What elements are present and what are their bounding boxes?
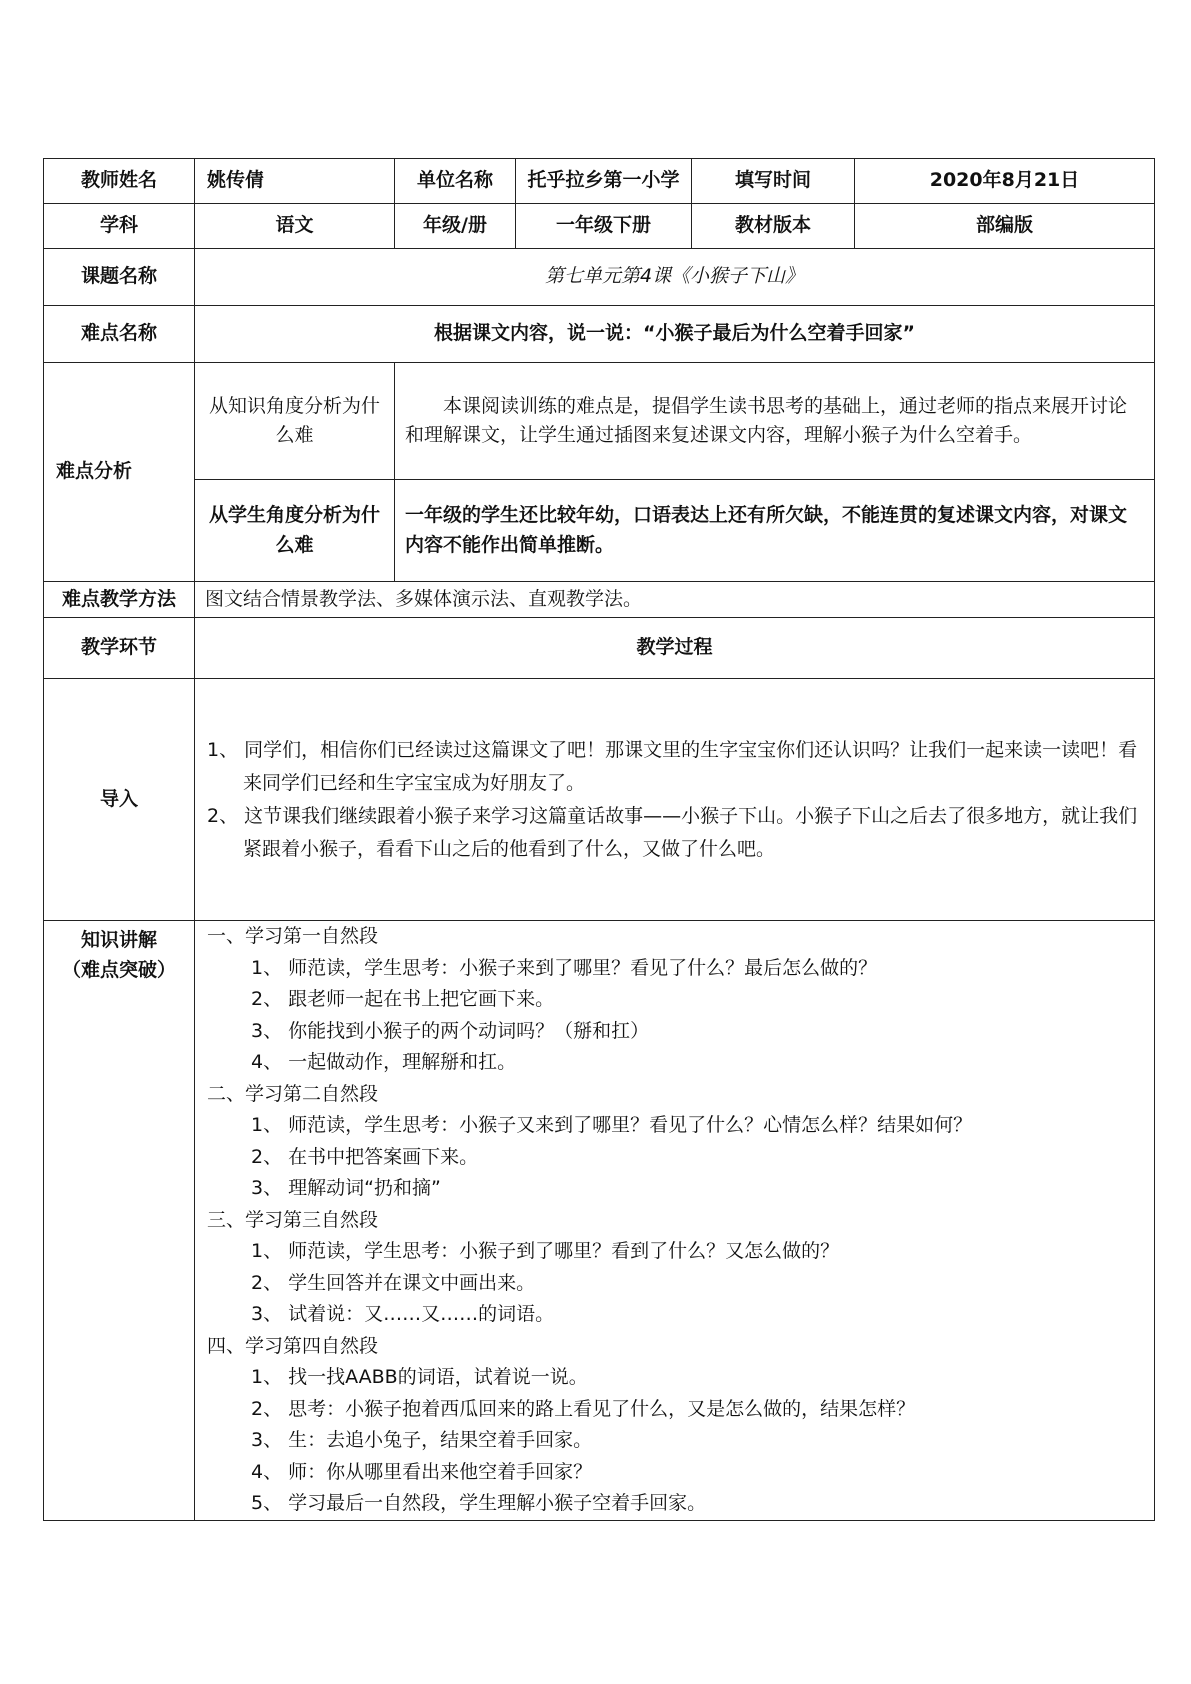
knowledge-label-line1: 知识讲解: [80, 929, 157, 951]
section-item: 1、 找一找AABB的词语，试着说一说。: [251, 1366, 588, 1388]
section-1: [207, 921, 1144, 1079]
knowledge-label: [44, 921, 195, 1521]
section-title: 一、学习第一自然段: [207, 925, 379, 947]
section-4: [207, 1331, 1144, 1520]
section-title: 二、学习第二自然段: [207, 1082, 379, 1105]
intro-item: 2、 这节课我们继续跟着小猴子来学习这篇童话故事——小猴子下山。小猴子下山之后去了很多地方，就让我们紧跟着小猴子，看看下山之后的他看到了什么，又做了什么吧。: [207, 804, 1138, 860]
section-item: 3、 试着说：又……又……的词语。: [251, 1303, 555, 1325]
difficulty-value: 根据课文内容，说一说：“小猴子最后为什么空着手回家”: [195, 306, 1155, 363]
process-header-row: [44, 618, 1155, 679]
section-title: 三、学习第三自然段: [207, 1208, 379, 1231]
method-value: 图文结合情景教学法、多媒体演示法、直观教学法。: [195, 582, 1155, 618]
knowledge-content: [195, 921, 1155, 1521]
intro-list: [207, 734, 1144, 866]
teacher-label: 教师姓名: [44, 159, 195, 204]
intro-row: [44, 679, 1155, 921]
section-item: 1、 师范读，学生思考：小猴子又来到了哪里？看见了什么？心情怎么样？结果如何？: [251, 1114, 973, 1136]
difficulty-row: [44, 306, 1155, 363]
section-item: 2、 思考：小猴子抱着西瓜回来的路上看见了什么，又是怎么做的，结果怎样？: [251, 1397, 916, 1420]
grade-value: 一年级下册: [516, 204, 692, 249]
analysis-student-row: [44, 480, 1155, 582]
lesson-plan-table: [43, 158, 1155, 1521]
student-angle-text: 一年级的学生还比较年幼，口语表达上还有所欠缺，不能连贯的复述课文内容，对课文内容不能作出简单推断。: [395, 480, 1155, 582]
edition-label: 教材版本: [692, 204, 855, 249]
header-row-1: [44, 159, 1155, 204]
section-item: 3、 你能找到小猴子的两个动词吗？（掰和扛）: [251, 1019, 650, 1042]
unit-label: 单位名称: [395, 159, 516, 204]
method-label: 难点教学方法: [44, 582, 195, 618]
knowledge-angle-label: 从知识角度分析为什么难: [195, 363, 395, 480]
date-label: 填写时间: [692, 159, 855, 204]
student-angle-label: 从学生角度分析为什么难: [195, 480, 395, 582]
difficulty-label: 难点名称: [44, 306, 195, 363]
subject-label: 学科: [44, 204, 195, 249]
section-item: 5、 学习最后一自然段，学生理解小猴子空着手回家。: [251, 1492, 707, 1514]
unit-value: 托乎拉乡第一小学: [516, 159, 692, 204]
section-item: 2、 在书中把答案画下来。: [251, 1145, 479, 1168]
date-value: 2020年8月21日: [855, 159, 1155, 204]
section-title: 四、学习第四自然段: [207, 1334, 379, 1357]
intro-item: 1、 同学们，相信你们已经读过这篇课文了吧！那课文里的生字宝宝你们还认识吗？让我们一起来读一读吧！看来同学们已经和生字宝宝成为好朋友了。: [207, 738, 1138, 794]
section-item: 3、 理解动词“扔和摘”: [251, 1177, 441, 1199]
section-item: 2、 学生回答并在课文中画出来。: [251, 1271, 536, 1294]
section-item: 1、 师范读，学生思考：小猴子到了哪里？看到了什么？又怎么做的？: [251, 1240, 840, 1262]
section-item: 4、 师：你从哪里看出来他空着手回家？: [251, 1460, 593, 1483]
teacher-value: 姚传倩: [195, 159, 395, 204]
topic-label: 课题名称: [44, 249, 195, 306]
section-item: 3、 生：去追小兔子，结果空着手回家。: [251, 1429, 593, 1451]
analysis-knowledge-row: [44, 363, 1155, 480]
knowledge-label-line2: （难点突破）: [61, 959, 176, 981]
process-header: 教学过程: [195, 618, 1155, 679]
header-row-2: [44, 204, 1155, 249]
section-item: 2、 跟老师一起在书上把它画下来。: [251, 988, 555, 1010]
subject-value: 语文: [195, 204, 395, 249]
topic-row: [44, 249, 1155, 306]
knowledge-row: [44, 921, 1155, 1521]
stage-header: 教学环节: [44, 618, 195, 679]
section-2: [207, 1079, 1144, 1205]
grade-label: 年级/册: [395, 204, 516, 249]
section-item: 4、 一起做动作，理解掰和扛。: [251, 1051, 517, 1073]
section-3: [207, 1205, 1144, 1331]
analysis-label: 难点分析: [44, 363, 195, 582]
edition-value: 部编版: [855, 204, 1155, 249]
intro-label: 导入: [44, 679, 195, 921]
intro-content: [195, 679, 1155, 921]
knowledge-angle-text: 本课阅读训练的难点是，提倡学生读书思考的基础上，通过老师的指点来展开讨论和理解课文，让学生通过插图来复述课文内容，理解小猴子为什么空着手。: [395, 363, 1155, 480]
section-item: 1、 师范读，学生思考：小猴子来到了哪里？看见了什么？最后怎么做的？: [251, 956, 878, 979]
topic-value: 第七单元第4课《小猴子下山》: [195, 249, 1155, 306]
method-row: [44, 582, 1155, 618]
